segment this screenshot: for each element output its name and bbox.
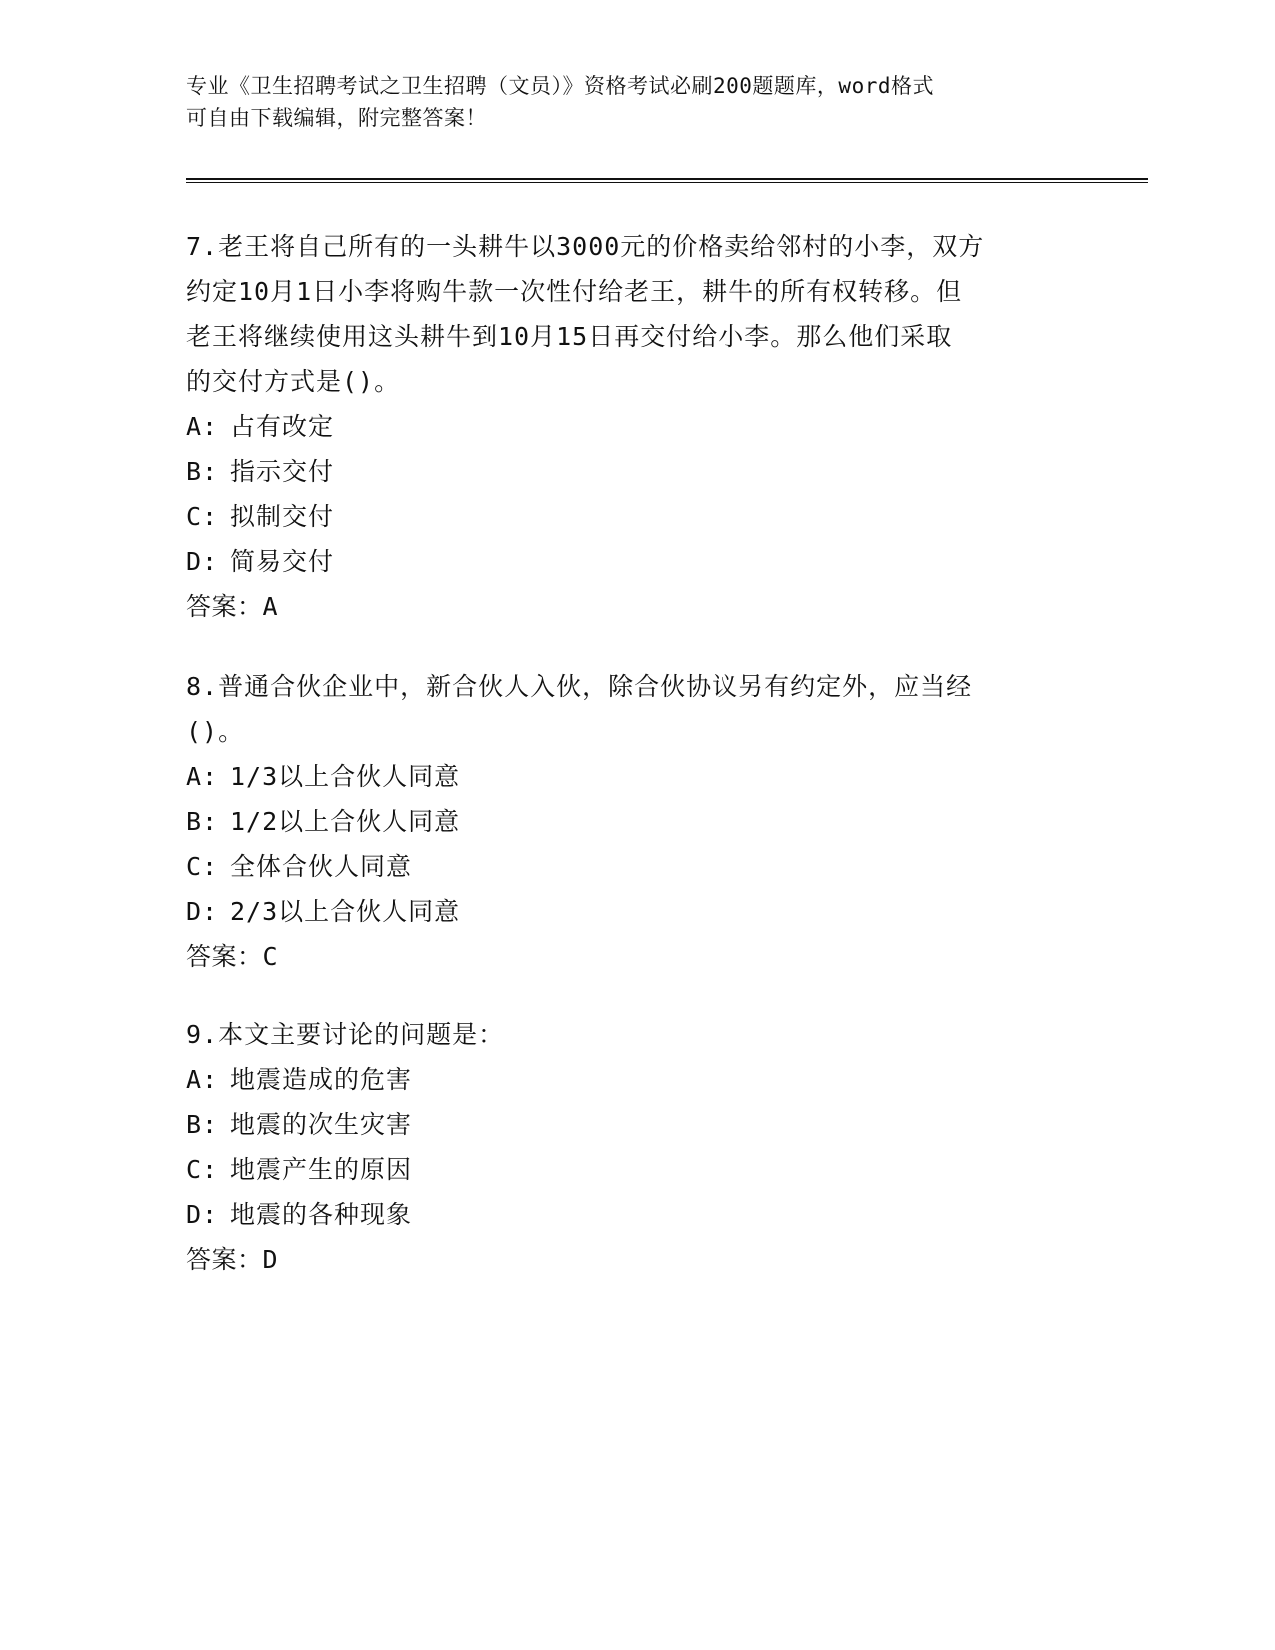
- answer-line: [186, 584, 1086, 629]
- answer-label: 答案：: [186, 592, 263, 621]
- option-key: A:: [186, 1065, 219, 1094]
- question-stem-line: 8.普通合伙企业中，新合伙人入伙，除合伙协议另有约定外，应当经: [186, 672, 973, 701]
- option-text: 地震造成的危害: [230, 1065, 413, 1094]
- option-b: [186, 799, 1086, 844]
- option-key: A:: [186, 762, 219, 791]
- option-text: 1/3以上合伙人同意: [230, 762, 461, 791]
- option-text: 全体合伙人同意: [230, 852, 413, 881]
- option-text: 地震的各种现象: [230, 1200, 413, 1229]
- option-a: [186, 754, 1086, 799]
- answer-line: [186, 934, 1086, 979]
- option-text: 2/3以上合伙人同意: [230, 897, 461, 926]
- option-key: B:: [186, 807, 219, 836]
- question-stem-line: 7.老王将自己所有的一头耕牛以3000元的价格卖给邻村的小李，双方: [186, 232, 985, 261]
- question-stem-line: 9.本文主要讨论的问题是：: [186, 1020, 505, 1049]
- option-text: 指示交付: [230, 457, 335, 486]
- document-header: [186, 70, 1066, 134]
- option-text: 占有改定: [230, 412, 335, 441]
- option-key: C:: [186, 1155, 219, 1184]
- header-title-line-1: 专业《卫生招聘考试之卫生招聘（文员）》资格考试必刷200题题库，word格式: [186, 74, 934, 98]
- option-key: C:: [186, 502, 219, 531]
- option-c: [186, 1147, 1086, 1192]
- option-key: B:: [186, 1110, 219, 1139]
- option-text: 拟制交付: [230, 502, 335, 531]
- option-text: 1/2以上合伙人同意: [230, 807, 461, 836]
- option-a: [186, 1057, 1086, 1102]
- option-key: D:: [186, 547, 219, 576]
- question-9: [186, 1012, 1086, 1282]
- header-divider-thick: [186, 178, 1148, 180]
- header-divider-thin: [186, 182, 1148, 183]
- option-key: D:: [186, 897, 219, 926]
- option-key: B:: [186, 457, 219, 486]
- option-d: [186, 1192, 1086, 1237]
- header-title-line-2: 可自由下载编辑，附完整答案！: [186, 106, 487, 130]
- option-d: [186, 889, 1086, 934]
- option-key: A:: [186, 412, 219, 441]
- option-text: 简易交付: [230, 547, 335, 576]
- option-key: D:: [186, 1200, 219, 1229]
- question-stem-line: 约定10月1日小李将购牛款一次性付给老王，耕牛的所有权转移。但: [186, 277, 963, 306]
- answer-value: C: [262, 942, 279, 971]
- option-text: 地震的次生灾害: [230, 1110, 413, 1139]
- option-d: [186, 539, 1086, 584]
- question-7: [186, 224, 1086, 629]
- answer-label: 答案：: [186, 1245, 263, 1274]
- option-c: [186, 844, 1086, 889]
- answer-value: A: [262, 592, 279, 621]
- option-text: 地震产生的原因: [230, 1155, 413, 1184]
- answer-line: [186, 1237, 1086, 1282]
- option-key: C:: [186, 852, 219, 881]
- question-stem-line: 的交付方式是()。: [186, 367, 401, 396]
- question-stem-line: ()。: [186, 717, 245, 746]
- question-stem-line: 老王将继续使用这头耕牛到10月15日再交付给小李。那么他们采取: [186, 322, 953, 351]
- answer-label: 答案：: [186, 942, 263, 971]
- option-a: [186, 404, 1086, 449]
- option-c: [186, 494, 1086, 539]
- option-b: [186, 449, 1086, 494]
- question-8: [186, 664, 1086, 979]
- option-b: [186, 1102, 1086, 1147]
- answer-value: D: [262, 1245, 279, 1274]
